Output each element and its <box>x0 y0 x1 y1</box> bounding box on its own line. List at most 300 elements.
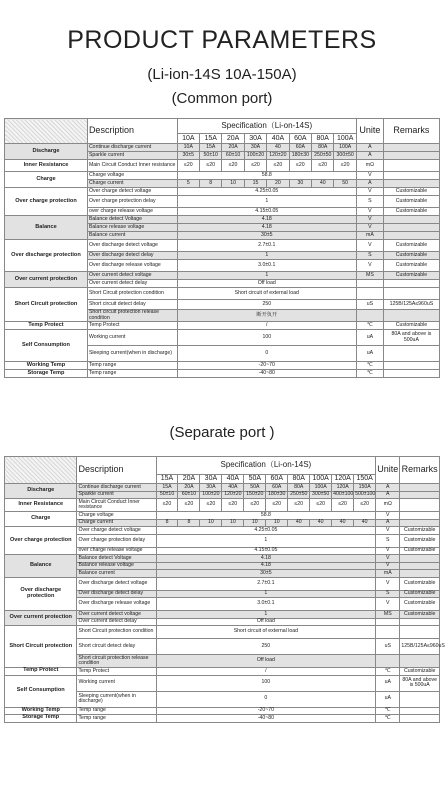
remarks-cell: 80A and above is 500uA <box>383 330 439 346</box>
spec-value: ≤20 <box>178 499 200 512</box>
table-row <box>5 362 440 370</box>
current-rating: 100A <box>334 134 357 144</box>
spec-value: 60±10 <box>222 152 244 160</box>
category-label: Balance <box>5 555 77 578</box>
unit-cell: mA <box>376 570 400 578</box>
spec-value: / <box>177 322 356 330</box>
unit-cell: V <box>376 577 400 590</box>
spec-value: 60±10 <box>178 491 200 499</box>
current-rating: 40A <box>267 134 289 144</box>
remarks-cell: Customizable <box>383 240 439 252</box>
unit-cell: V <box>376 512 400 520</box>
description-cell: Over discharge detect voltage <box>77 577 156 590</box>
category-label: Over current protection <box>5 611 77 626</box>
spec-value: 8 <box>156 519 178 527</box>
current-rating: 30A <box>244 134 266 144</box>
spec-value: 30A <box>200 484 222 492</box>
unit-cell: ℃ <box>356 362 383 370</box>
remarks-cell <box>383 224 439 232</box>
current-rating: 50A <box>244 475 266 484</box>
remarks-cell <box>383 152 439 160</box>
remarks-cell <box>400 519 440 527</box>
spec-value: 3.0±0.1 <box>156 598 376 611</box>
spec-value: 15 <box>244 180 266 188</box>
spec-value: 100±20 <box>244 152 266 160</box>
spec-value: 40 <box>310 519 332 527</box>
spec-value: 58.8 <box>177 172 356 180</box>
header-corner <box>5 119 88 144</box>
spec-value: 4.18 <box>177 224 356 232</box>
unit-cell <box>356 280 383 288</box>
category-label: Storage Temp <box>5 715 77 723</box>
current-rating: 10A <box>177 134 199 144</box>
spec-value: 20A <box>222 144 244 152</box>
unit-cell: V <box>376 555 400 563</box>
spec-value: Short circuit of external load <box>156 626 376 639</box>
header-specification: Specification（Li-on-14S) <box>177 119 356 134</box>
remarks-cell: Customizable <box>400 547 440 555</box>
description-cell: Temp Protect <box>87 322 177 330</box>
category-label: Over charge protection <box>5 527 77 555</box>
spec-value: ≤20 <box>334 160 357 172</box>
description-cell: Over discharge detect delay <box>87 252 177 260</box>
spec-value: 60A <box>289 144 311 152</box>
unit-cell: MS <box>356 272 383 280</box>
description-cell: Working current <box>77 675 156 691</box>
unit-cell: mΩ <box>356 160 383 172</box>
description-cell: over charge release voltage <box>87 208 177 216</box>
header-description: Description <box>87 119 177 144</box>
table-row <box>5 240 440 252</box>
spec-value: 50±10 <box>156 491 178 499</box>
description-cell: Charge current <box>87 180 177 188</box>
spec-value: 10A <box>177 144 199 152</box>
spec-value: ≤20 <box>222 499 244 512</box>
table-row <box>5 611 440 619</box>
spec-value: ≤20 <box>244 499 266 512</box>
spec-value: 180±30 <box>289 152 311 160</box>
unit-cell: V <box>356 188 383 196</box>
spec-value: Off load <box>156 618 376 626</box>
remarks-cell <box>383 362 439 370</box>
spec-value: 4.25±0.05 <box>156 527 376 535</box>
description-cell: Sparkle current <box>87 152 177 160</box>
spec-value: 15A <box>156 484 178 492</box>
description-cell: Sleeping current(when in discharge) <box>87 346 177 362</box>
description-cell: Temp Protect <box>77 668 156 676</box>
remarks-cell <box>400 715 440 723</box>
table-row <box>5 715 440 723</box>
remarks-cell <box>400 484 440 492</box>
description-cell: Temp range <box>77 715 156 723</box>
spec-value: 250±50 <box>312 152 334 160</box>
unit-cell: V <box>376 562 400 570</box>
description-cell: Over charge protection delay <box>87 196 177 208</box>
category-label: Over current protection <box>5 272 88 288</box>
table-row <box>5 370 440 378</box>
table-row <box>5 512 440 520</box>
remarks-cell <box>383 216 439 224</box>
remarks-cell: Customizable <box>400 590 440 598</box>
spec-value: 50 <box>334 180 357 188</box>
current-rating: 80A <box>288 475 310 484</box>
unit-cell: S <box>356 196 383 208</box>
spec-value: 300±50 <box>310 491 332 499</box>
unit-cell <box>376 618 400 626</box>
unit-cell: uA <box>376 691 400 707</box>
spec-value: 30±5 <box>177 232 356 240</box>
description-cell: Short circuit protection release condition <box>77 655 156 668</box>
spec-value: 0 <box>156 691 376 707</box>
current-rating: 100A <box>310 475 332 484</box>
spec-value: 40A <box>222 484 244 492</box>
spec-value: 10 <box>266 519 288 527</box>
remarks-cell <box>400 570 440 578</box>
unit-cell: uA <box>356 346 383 362</box>
spec-value: ≤20 <box>332 499 354 512</box>
unit-cell: A <box>356 180 383 188</box>
header-specification: Specification（Li-on-14S) <box>156 457 376 475</box>
table-row <box>5 555 440 563</box>
remarks-cell: Customizable <box>400 577 440 590</box>
remarks-cell <box>383 180 439 188</box>
category-label: Inner Resistance <box>5 160 88 172</box>
table-row <box>5 144 440 152</box>
spec-value: 150±20 <box>244 491 266 499</box>
current-rating: 40A <box>222 475 244 484</box>
description-cell: Over charge detect voltage <box>77 527 156 535</box>
remarks-cell <box>383 288 439 300</box>
description-cell: Over discharge release voltage <box>87 260 177 272</box>
spec-value: ≤20 <box>222 160 244 172</box>
spec-value: 120±20 <box>222 491 244 499</box>
spec-value: 5 <box>177 180 199 188</box>
description-cell: Temp range <box>87 370 177 378</box>
spec-value: 250 <box>177 300 356 310</box>
spec-value: 40 <box>267 144 289 152</box>
table-row <box>5 188 440 196</box>
unit-cell: V <box>356 224 383 232</box>
category-label: Storage Temp <box>5 370 88 378</box>
category-label: Working Temp <box>5 362 88 370</box>
current-rating: 15A <box>200 134 222 144</box>
spec-value: Short circuit of external load <box>177 288 356 300</box>
remarks-cell: Customizable <box>400 598 440 611</box>
description-cell: Over charge detect voltage <box>87 188 177 196</box>
spec-value: 0 <box>177 346 356 362</box>
page-title: PRODUCT PARAMETERS <box>67 26 377 54</box>
spec-value: 400±100 <box>333 491 354 498</box>
spec-value: 断开负开 <box>177 310 356 322</box>
common-port-heading: (Common port) <box>171 90 273 107</box>
spec-value: / <box>156 668 376 676</box>
category-label: Over discharge protection <box>5 240 88 272</box>
spec-value: 58.8 <box>156 512 376 520</box>
remarks-cell <box>383 160 439 172</box>
unit-cell <box>376 655 400 668</box>
spec-value: 250±50 <box>288 491 310 499</box>
spec-value: 40 <box>288 519 310 527</box>
description-cell: Temp range <box>87 362 177 370</box>
unit-cell <box>376 626 400 639</box>
spec-value: ≤20 <box>200 160 222 172</box>
description-cell: Temp range <box>77 707 156 715</box>
remarks-cell <box>400 491 440 499</box>
unit-cell: A <box>376 484 400 492</box>
category-label: Charge <box>5 172 88 188</box>
description-cell: Balance current <box>87 232 177 240</box>
spec-value: 10 <box>222 519 244 527</box>
spec-value: 1 <box>177 196 356 208</box>
table-row <box>5 457 440 475</box>
unit-cell: A <box>376 491 400 499</box>
spec-value: 30A <box>244 144 266 152</box>
spec-value: ≤20 <box>244 160 266 172</box>
spec-value: ≤20 <box>156 499 178 512</box>
unit-cell: V <box>356 208 383 216</box>
category-label: Short Circuit protection <box>5 626 77 668</box>
table-row <box>5 484 440 492</box>
spec-value: 10 <box>244 519 266 527</box>
unit-cell: ℃ <box>376 715 400 723</box>
remarks-cell: Customizable <box>383 322 439 330</box>
description-cell: Continue discharge current <box>87 144 177 152</box>
unit-cell: uA <box>356 330 383 346</box>
table-row <box>5 172 440 180</box>
spec-value: 500±100 <box>355 491 376 498</box>
spec-value: 1 <box>177 252 356 260</box>
category-label: Balance <box>5 216 88 240</box>
model-line: (Li-ion-14S 10A-150A) <box>147 66 297 83</box>
spec-value: 4.15±0.05 <box>177 208 356 216</box>
table-row <box>5 330 440 346</box>
description-cell: Short Circuit protection condition <box>87 288 177 300</box>
spec-value: ≤20 <box>200 499 222 512</box>
spec-value: 300±50 <box>334 152 357 160</box>
description-cell: Balance detect Voltage <box>77 555 156 563</box>
spec-value: 120A <box>332 484 354 492</box>
description-cell: Over current detect delay <box>87 280 177 288</box>
remarks-cell: Customizable <box>383 260 439 272</box>
remarks-cell: Customizable <box>383 208 439 216</box>
spec-value: ≤20 <box>288 499 310 512</box>
spec-value: -20~70 <box>156 707 376 715</box>
unit-cell: V <box>376 527 400 535</box>
current-rating: 20A <box>178 475 200 484</box>
spec-value: ≤20 <box>177 160 199 172</box>
category-label: Inner Resistance <box>5 499 77 512</box>
unit-cell <box>356 310 383 322</box>
category-label: Over discharge protection <box>5 577 77 611</box>
table-row <box>5 707 440 715</box>
spec-value: ≤20 <box>354 499 376 512</box>
current-rating: 120A <box>332 475 354 484</box>
category-label: Self Consumption <box>5 330 88 362</box>
description-cell: Over current detect voltage <box>77 611 156 619</box>
remarks-cell: 80A and above is 500uA <box>400 675 440 691</box>
description-cell: over charge release voltage <box>77 547 156 555</box>
spec-value: 1 <box>177 272 356 280</box>
table-row <box>5 160 440 172</box>
spec-value: 100 <box>156 675 376 691</box>
spec-value: 20 <box>267 180 289 188</box>
unit-cell: S <box>376 590 400 598</box>
unit-cell: uS <box>356 300 383 310</box>
spec-value: 60A <box>266 484 288 492</box>
remarks-cell: 125B/125A≤960uS <box>383 300 439 310</box>
unit-cell: V <box>376 598 400 611</box>
spec-value: 15A <box>200 144 222 152</box>
spec-value: 4.18 <box>156 562 376 570</box>
separate-port-heading: (Separate port ) <box>169 424 275 441</box>
current-rating: 30A <box>200 475 222 484</box>
unit-cell: uS <box>376 639 400 655</box>
spec-value: ≤20 <box>310 499 332 512</box>
spec-value: -40~80 <box>177 370 356 378</box>
spec-value: -40~80 <box>156 715 376 723</box>
category-label: Discharge <box>5 144 88 160</box>
unit-cell: ℃ <box>356 370 383 378</box>
spec-value: 40 <box>354 519 376 527</box>
table-row <box>5 272 440 280</box>
table-row <box>5 216 440 224</box>
description-cell: Balance release voltage <box>77 562 156 570</box>
table-row <box>5 668 440 676</box>
spec-value: 50±10 <box>200 152 222 160</box>
description-cell: Balance release voltage <box>87 224 177 232</box>
spec-value: 80A <box>288 484 310 492</box>
unit-cell: MS <box>376 611 400 619</box>
spec-value: 100±20 <box>200 491 222 499</box>
remarks-cell <box>383 232 439 240</box>
category-label: Charge <box>5 512 77 527</box>
current-rating: 15A <box>156 475 178 484</box>
table-row <box>5 288 440 300</box>
description-cell: Sparkle current <box>77 491 156 499</box>
unit-cell: V <box>356 260 383 272</box>
spec-value: 100 <box>177 330 356 346</box>
description-cell: Over discharge release voltage <box>77 598 156 611</box>
unit-cell <box>356 288 383 300</box>
description-cell: Continue discharge current <box>77 484 156 492</box>
spec-value: ≤20 <box>289 160 311 172</box>
category-label: Discharge <box>5 484 77 499</box>
remarks-cell <box>383 172 439 180</box>
description-cell: Short circuit detect delay <box>87 300 177 310</box>
spec-value: 10 <box>222 180 244 188</box>
common-port-table <box>4 118 440 378</box>
category-label: Short Circuit protection <box>5 288 88 322</box>
description-cell: Charge current <box>77 519 156 527</box>
unit-cell: A <box>356 152 383 160</box>
spec-value: 2.7±0.1 <box>156 577 376 590</box>
unit-cell: mΩ <box>376 499 400 512</box>
spec-value: 100A <box>310 484 332 492</box>
table-row <box>5 626 440 639</box>
spec-value: 4.18 <box>156 555 376 563</box>
spec-value: -20~70 <box>177 362 356 370</box>
header-unite: Unite <box>376 457 400 484</box>
spec-value: 30 <box>289 180 311 188</box>
description-cell: Over discharge detect voltage <box>87 240 177 252</box>
description-cell: Balance current <box>77 570 156 578</box>
spec-value: 100A <box>334 144 357 152</box>
spec-value: 30±5 <box>156 570 376 578</box>
spec-value: 50A <box>244 484 266 492</box>
description-cell: Over charge protection delay <box>77 534 156 547</box>
spec-value: 4.15±0.05 <box>156 547 376 555</box>
table-row <box>5 527 440 535</box>
remarks-cell <box>400 655 440 668</box>
description-cell: Short Circuit protection condition <box>77 626 156 639</box>
description-cell: Charge voltage <box>87 172 177 180</box>
remarks-cell <box>383 280 439 288</box>
current-rating: 80A <box>312 134 334 144</box>
remarks-cell <box>383 310 439 322</box>
spec-value: 40 <box>312 180 334 188</box>
remarks-cell: Customizable <box>383 272 439 280</box>
remarks-cell: Customizable <box>383 252 439 260</box>
description-cell: Short circuit detect delay <box>77 639 156 655</box>
header-remarks: Remarks <box>383 119 439 144</box>
spec-value: 1 <box>156 590 376 598</box>
spec-value: ≤20 <box>312 160 334 172</box>
description-cell: Charge voltage <box>77 512 156 520</box>
remarks-cell <box>400 499 440 512</box>
remarks-cell: Customizable <box>383 188 439 196</box>
description-cell: Main Circuit Conduct Inner resistance <box>77 499 156 512</box>
spec-value: 40 <box>332 519 354 527</box>
current-rating: 60A <box>289 134 311 144</box>
table-row <box>5 499 440 512</box>
unit-cell: V <box>356 240 383 252</box>
spec-value: 1 <box>156 611 376 619</box>
current-rating: 20A <box>222 134 244 144</box>
spec-value: 10 <box>200 519 222 527</box>
unit-cell: V <box>356 172 383 180</box>
spec-value: Off load <box>156 655 376 668</box>
remarks-cell <box>400 555 440 563</box>
current-rating: 60A <box>266 475 288 484</box>
spec-value: Off load <box>177 280 356 288</box>
spec-value: 4.25±0.05 <box>177 188 356 196</box>
remarks-cell <box>400 562 440 570</box>
spec-value: 3.0±0.1 <box>177 260 356 272</box>
table-row <box>5 119 440 134</box>
remarks-cell <box>383 370 439 378</box>
spec-value: 150A <box>354 484 376 492</box>
spec-value: 1 <box>156 534 376 547</box>
spec-value: ≤20 <box>267 160 289 172</box>
spec-value: 30±5 <box>177 152 199 160</box>
remarks-cell <box>400 512 440 520</box>
description-cell: Over current detect voltage <box>87 272 177 280</box>
remarks-cell: Customizable <box>400 611 440 619</box>
spec-value: ≤20 <box>266 499 288 512</box>
table-row <box>5 322 440 330</box>
remarks-cell <box>400 618 440 626</box>
remarks-cell <box>383 144 439 152</box>
table-row <box>5 675 440 691</box>
unit-cell: A <box>376 519 400 527</box>
category-label: Temp Protect <box>5 322 88 330</box>
description-cell: Balance detect Voltage <box>87 216 177 224</box>
remarks-cell <box>383 346 439 362</box>
description-cell: Short circuit protection release condition <box>87 310 177 322</box>
remarks-cell: Customizable <box>400 668 440 676</box>
remarks-cell: 125B/125A≤960uS <box>400 639 440 655</box>
remarks-cell: Customizable <box>383 196 439 208</box>
